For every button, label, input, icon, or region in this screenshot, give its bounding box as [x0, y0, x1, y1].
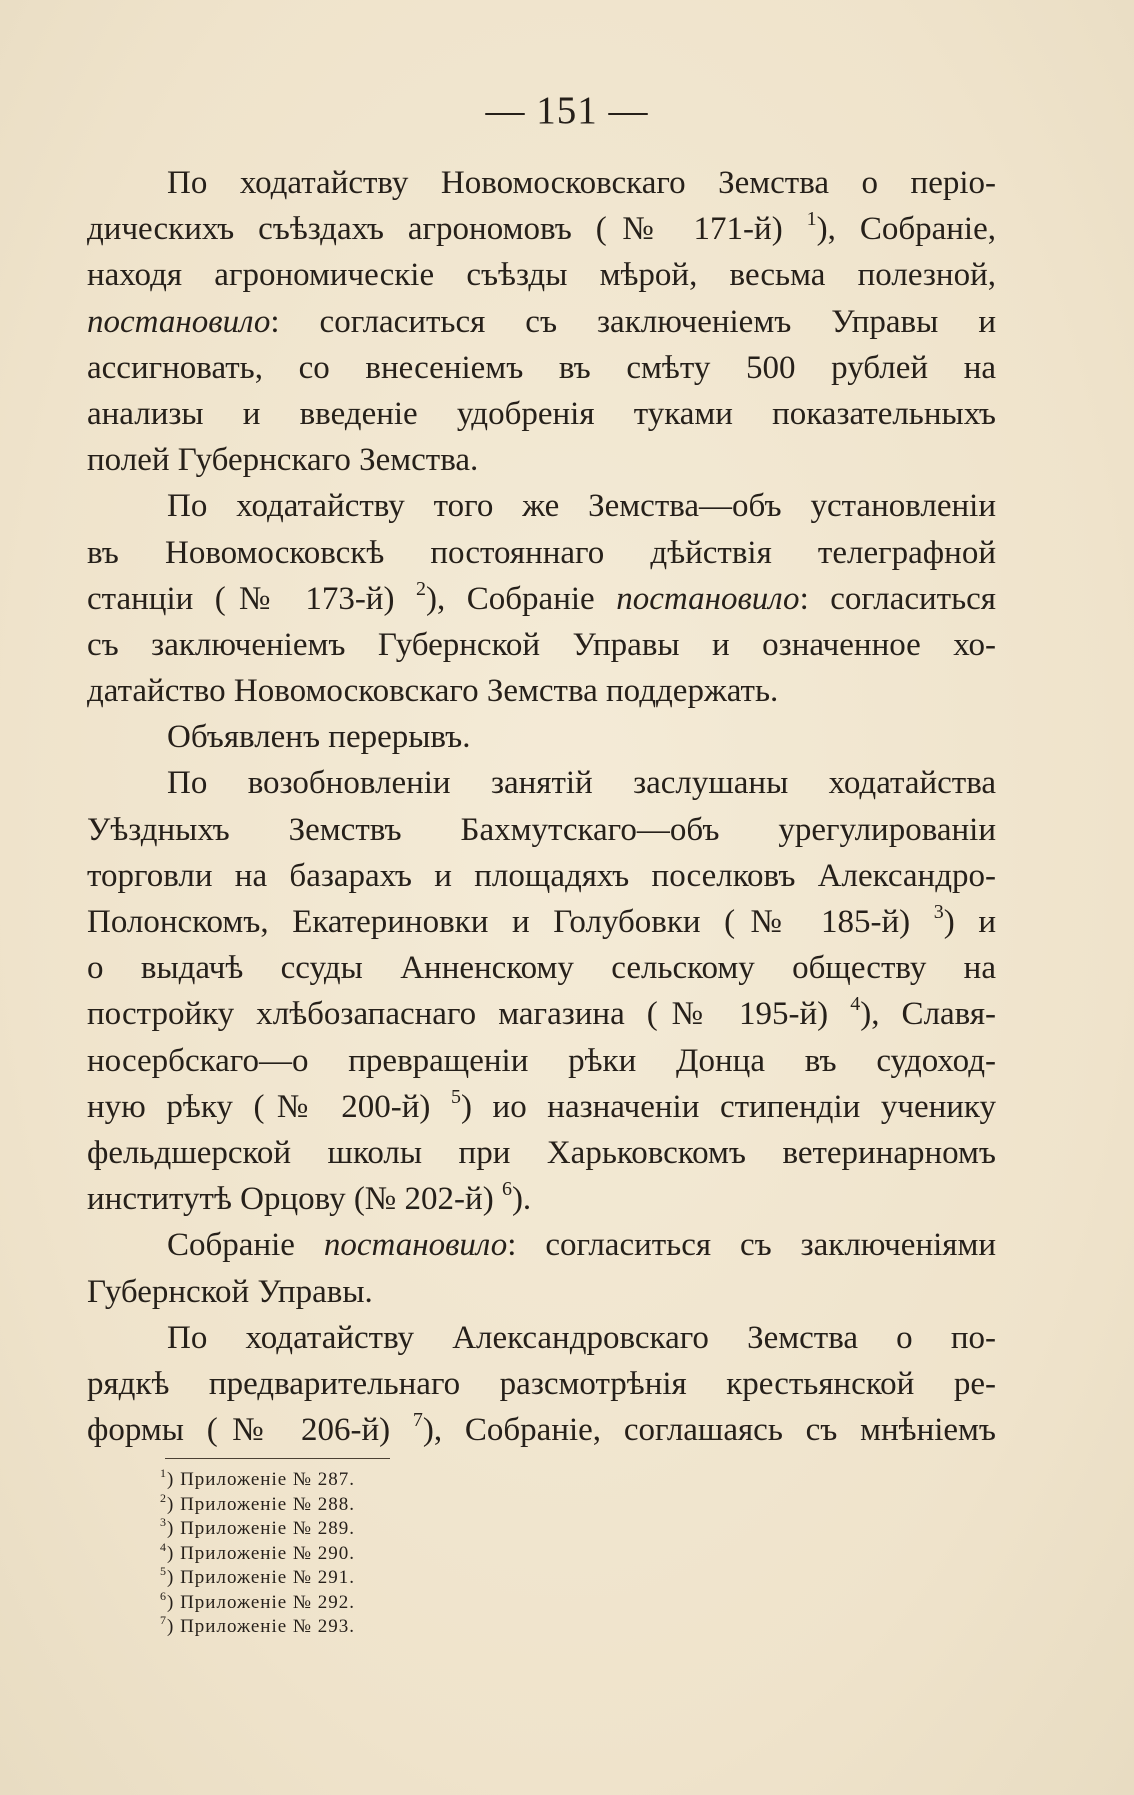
footnote-ref: 4 — [850, 993, 861, 1016]
footnote-text: ) Приложеніе № 289. — [167, 1518, 356, 1539]
text-span: ), Собраніе, — [816, 211, 996, 248]
text-span: Полонскомъ, Екатериновки и Голубовки (№ 185-й) — [87, 904, 934, 940]
text-line — [87, 160, 996, 206]
text-span: ), Собраніе, соглашаясь съ мнѣніемъ — [422, 1412, 996, 1449]
text-span: формы (№ 206-й) — [87, 1412, 413, 1449]
text-span: Собраніе — [167, 1227, 324, 1264]
text-line — [87, 299, 996, 345]
text-line — [87, 1038, 996, 1084]
footnote — [160, 1588, 356, 1616]
text-span: По ходатайству Новомосковскаго Земства о періо- — [167, 165, 996, 201]
text-span: По ходатайству Александровскаго Земства о по- — [167, 1319, 996, 1356]
footnote — [160, 1539, 356, 1567]
text-span: датайство Новомосковскаго Земства поддержать. — [87, 673, 779, 710]
footnotes — [160, 1468, 355, 1640]
text-span: ), Славя- — [860, 996, 996, 1033]
text-line — [87, 991, 996, 1037]
footnote-mark: 4 — [160, 1539, 167, 1554]
text-span: : согласиться — [799, 580, 996, 617]
text-span: ), Собраніе — [425, 580, 617, 617]
text-span: По ходатайству того же Земства—объ установленіи — [167, 488, 996, 525]
text-span: торговли на базарахъ и площадяхъ поселковъ Александро- — [87, 857, 996, 894]
footnote-text: ) Приложеніе № 287. — [167, 1469, 356, 1490]
text-line — [87, 760, 996, 806]
text-span: ). — [511, 1181, 532, 1218]
text-line — [87, 1176, 996, 1222]
text-span: ную рѣку (№ 200-й) — [87, 1088, 451, 1125]
footnote-ref: 7 — [412, 1409, 423, 1432]
footnote — [160, 1490, 356, 1518]
footnote-mark: 6 — [160, 1588, 167, 1603]
text-span: постройку хлѣбозапаснаго магазина (№ 195-й) — [87, 996, 851, 1033]
footnote — [160, 1468, 355, 1493]
text-line — [87, 622, 996, 668]
footnote-text: ) Приложеніе № 292. — [167, 1591, 356, 1613]
text-span: носербскаго—о превращеніи рѣки Донца въ судоход- — [87, 1042, 996, 1079]
italic-text: постановило — [87, 303, 271, 340]
text-span: съ заключеніемъ Губернской Управы и означенное хо- — [87, 626, 996, 663]
footnote-ref: 6 — [501, 1178, 512, 1201]
text-line — [87, 576, 996, 622]
italic-text: постановило — [323, 1227, 508, 1264]
footnote — [160, 1615, 355, 1640]
text-line — [87, 853, 996, 899]
text-span: анализы и введеніе удобренія туками показательныхъ — [87, 395, 996, 432]
footnote-ref: 1 — [806, 208, 817, 231]
text-line — [87, 345, 996, 391]
text-span: о выдачѣ ссуды Анненскому сельскому обществу на — [87, 950, 996, 987]
footnote-mark: 2 — [160, 1490, 167, 1505]
text-span: По возобновленіи занятій заслушаны ходатайства — [167, 765, 996, 802]
text-line — [87, 1361, 996, 1407]
footnote — [160, 1517, 355, 1542]
text-line — [87, 483, 996, 529]
footnote-mark: 3 — [160, 1515, 167, 1529]
page-number: — 151 — — [485, 89, 649, 132]
text-span: : согласиться съ заключеніемъ Управы и — [270, 303, 996, 340]
italic-text: постановило — [616, 580, 800, 617]
footnote-mark: 7 — [160, 1613, 167, 1627]
text-line — [87, 714, 996, 760]
text-line — [87, 1084, 996, 1130]
text-line — [87, 1130, 996, 1176]
text-line — [87, 530, 996, 576]
footnote-separator — [165, 1458, 390, 1459]
text-line — [87, 437, 996, 483]
text-span: дическихъ съѣздахъ агрономовъ (№ 171-й) — [87, 211, 807, 248]
footnote-mark: 5 — [160, 1564, 167, 1578]
footnote-ref: 3 — [933, 901, 944, 923]
text-span: фельдшерской школы при Харьковскомъ ветеринарномъ — [87, 1134, 996, 1171]
text-span: ) и — [943, 904, 996, 940]
body-text — [87, 160, 996, 1453]
footnote-text: ) Приложеніе № 293. — [167, 1616, 356, 1637]
text-span: : согласиться съ заключеніями — [507, 1227, 996, 1264]
text-line — [87, 391, 996, 437]
text-line — [87, 1269, 996, 1315]
text-span: въ Новомосковскѣ постояннаго дѣйствія телеграфной — [87, 534, 996, 571]
text-line — [87, 899, 996, 945]
footnote — [160, 1566, 355, 1591]
footnote-text: ) Приложеніе № 288. — [167, 1493, 356, 1515]
text-span: рядкѣ предварительнаго разсмотрѣнія крестьянской ре- — [87, 1365, 996, 1402]
footnote-mark: 1 — [160, 1466, 167, 1480]
footnote-ref: 5 — [450, 1085, 461, 1108]
text-span: ) ио назначеніи стипендіи ученику — [460, 1088, 996, 1125]
footnote-text: ) Приложеніе № 290. — [167, 1542, 356, 1564]
footnote-ref: 2 — [415, 577, 426, 600]
text-span: полей Губернскаго Земства. — [87, 442, 479, 479]
text-line — [87, 1315, 996, 1361]
text-line — [87, 206, 996, 252]
text-span: институтѣ Орцову (№ 202-й) — [87, 1181, 502, 1218]
text-line — [87, 945, 996, 991]
text-span: станціи (№ 173-й) — [87, 580, 416, 617]
text-span: находя агрономическіе съѣзды мѣрой, весьма полезной, — [87, 257, 996, 294]
text-line — [87, 1222, 996, 1268]
text-span: ассигновать, со внесеніемъ въ смѣту 500 рублей на — [87, 349, 996, 386]
text-line — [87, 668, 996, 714]
text-span: Объявленъ перерывъ. — [167, 719, 471, 756]
text-line — [87, 1407, 996, 1453]
text-line — [87, 252, 996, 298]
text-span: Губернской Управы. — [87, 1273, 373, 1310]
text-span: Уѣздныхъ Земствъ Бахмутскаго—объ урегулированіи — [87, 811, 996, 848]
text-line — [87, 807, 996, 853]
footnote-text: ) Приложеніе № 291. — [167, 1567, 356, 1588]
